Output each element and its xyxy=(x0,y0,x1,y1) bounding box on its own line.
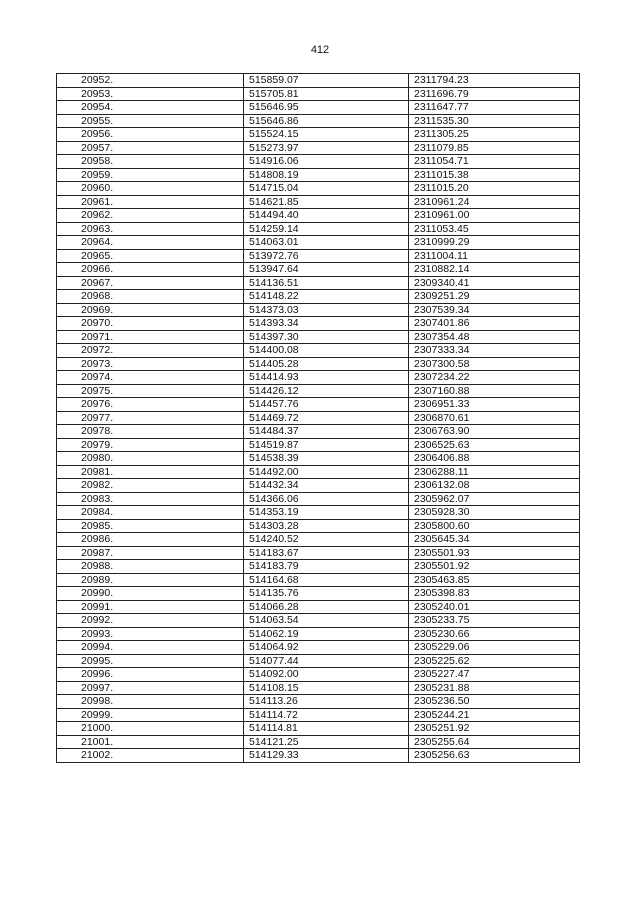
point-id-cell: 20978. xyxy=(57,425,244,439)
point-id-cell: 20998. xyxy=(57,695,244,709)
point-id-cell: 20957. xyxy=(57,141,244,155)
x-coordinate-cell: 514183.79 xyxy=(244,560,409,574)
x-coordinate-cell: 514373.03 xyxy=(244,303,409,317)
x-coordinate-cell: 514492.00 xyxy=(244,465,409,479)
x-coordinate-cell: 514432.34 xyxy=(244,479,409,493)
point-id-cell: 20999. xyxy=(57,708,244,722)
table-row xyxy=(57,681,580,695)
point-id-cell: 20987. xyxy=(57,546,244,560)
point-id-cell: 20960. xyxy=(57,182,244,196)
y-coordinate-cell: 2311647.77 xyxy=(409,101,580,115)
y-coordinate-cell: 2305225.62 xyxy=(409,654,580,668)
x-coordinate-cell: 514121.25 xyxy=(244,735,409,749)
table-row xyxy=(57,357,580,371)
y-coordinate-cell: 2311053.45 xyxy=(409,222,580,236)
y-coordinate-cell: 2305962.07 xyxy=(409,492,580,506)
table-row xyxy=(57,344,580,358)
x-coordinate-cell: 514715.04 xyxy=(244,182,409,196)
table-row xyxy=(57,74,580,88)
point-id-cell: 20976. xyxy=(57,398,244,412)
point-id-cell: 20967. xyxy=(57,276,244,290)
point-id-cell: 21000. xyxy=(57,722,244,736)
point-id-cell: 20962. xyxy=(57,209,244,223)
table-row xyxy=(57,303,580,317)
table-row xyxy=(57,708,580,722)
x-coordinate-cell: 514808.19 xyxy=(244,168,409,182)
point-id-cell: 20992. xyxy=(57,614,244,628)
y-coordinate-cell: 2305645.34 xyxy=(409,533,580,547)
page-number: 412 xyxy=(310,44,330,56)
point-id-cell: 20979. xyxy=(57,438,244,452)
y-coordinate-cell: 2310961.24 xyxy=(409,195,580,209)
table-row xyxy=(57,695,580,709)
x-coordinate-cell: 515646.86 xyxy=(244,114,409,128)
point-id-cell: 20959. xyxy=(57,168,244,182)
point-id-cell: 20970. xyxy=(57,317,244,331)
x-coordinate-cell: 514066.28 xyxy=(244,600,409,614)
y-coordinate-cell: 2307160.88 xyxy=(409,384,580,398)
y-coordinate-cell: 2307300.58 xyxy=(409,357,580,371)
x-coordinate-cell: 514405.28 xyxy=(244,357,409,371)
y-coordinate-cell: 2307333.34 xyxy=(409,344,580,358)
table-row xyxy=(57,492,580,506)
x-coordinate-cell: 514183.67 xyxy=(244,546,409,560)
y-coordinate-cell: 2307354.48 xyxy=(409,330,580,344)
x-coordinate-cell: 514469.72 xyxy=(244,411,409,425)
y-coordinate-cell: 2311305.25 xyxy=(409,128,580,142)
table-row xyxy=(57,155,580,169)
table-row xyxy=(57,263,580,277)
x-coordinate-cell: 515524.15 xyxy=(244,128,409,142)
x-coordinate-cell: 514397.30 xyxy=(244,330,409,344)
y-coordinate-cell: 2305463.85 xyxy=(409,573,580,587)
table-row xyxy=(57,249,580,263)
table-row xyxy=(57,600,580,614)
point-id-cell: 20954. xyxy=(57,101,244,115)
x-coordinate-cell: 514353.19 xyxy=(244,506,409,520)
table-row xyxy=(57,641,580,655)
x-coordinate-cell: 514135.76 xyxy=(244,587,409,601)
table-row xyxy=(57,749,580,763)
x-coordinate-cell: 514621.85 xyxy=(244,195,409,209)
y-coordinate-cell: 2305233.75 xyxy=(409,614,580,628)
point-id-cell: 20961. xyxy=(57,195,244,209)
y-coordinate-cell: 2305231.88 xyxy=(409,681,580,695)
y-coordinate-cell: 2305928.30 xyxy=(409,506,580,520)
point-id-cell: 20989. xyxy=(57,573,244,587)
point-id-cell: 21001. xyxy=(57,735,244,749)
table-row xyxy=(57,722,580,736)
y-coordinate-cell: 2305244.21 xyxy=(409,708,580,722)
y-coordinate-cell: 2305398.83 xyxy=(409,587,580,601)
point-id-cell: 20955. xyxy=(57,114,244,128)
table-row xyxy=(57,668,580,682)
point-id-cell: 20952. xyxy=(57,74,244,88)
y-coordinate-cell: 2310882.14 xyxy=(409,263,580,277)
table-row xyxy=(57,425,580,439)
y-coordinate-cell: 2305256.63 xyxy=(409,749,580,763)
x-coordinate-cell: 515273.97 xyxy=(244,141,409,155)
y-coordinate-cell: 2311696.79 xyxy=(409,87,580,101)
y-coordinate-cell: 2307234.22 xyxy=(409,371,580,385)
x-coordinate-cell: 514366.06 xyxy=(244,492,409,506)
y-coordinate-cell: 2305501.93 xyxy=(409,546,580,560)
y-coordinate-cell: 2311794.23 xyxy=(409,74,580,88)
table-row xyxy=(57,654,580,668)
y-coordinate-cell: 2305230.66 xyxy=(409,627,580,641)
x-coordinate-cell: 514303.28 xyxy=(244,519,409,533)
y-coordinate-cell: 2309340.41 xyxy=(409,276,580,290)
table-row xyxy=(57,276,580,290)
x-coordinate-cell: 514108.15 xyxy=(244,681,409,695)
table-row xyxy=(57,168,580,182)
y-coordinate-cell: 2306406.88 xyxy=(409,452,580,466)
table-row xyxy=(57,330,580,344)
point-id-cell: 20982. xyxy=(57,479,244,493)
x-coordinate-cell: 514129.33 xyxy=(244,749,409,763)
point-id-cell: 20964. xyxy=(57,236,244,250)
point-id-cell: 20966. xyxy=(57,263,244,277)
table-row xyxy=(57,317,580,331)
x-coordinate-cell: 515859.07 xyxy=(244,74,409,88)
x-coordinate-cell: 514414.93 xyxy=(244,371,409,385)
point-id-cell: 20977. xyxy=(57,411,244,425)
point-id-cell: 20980. xyxy=(57,452,244,466)
table-row xyxy=(57,546,580,560)
point-id-cell: 20997. xyxy=(57,681,244,695)
x-coordinate-cell: 513972.76 xyxy=(244,249,409,263)
table-row xyxy=(57,101,580,115)
coordinates-table-body xyxy=(57,74,580,763)
point-id-cell: 20963. xyxy=(57,222,244,236)
x-coordinate-cell: 514538.39 xyxy=(244,452,409,466)
y-coordinate-cell: 2311079.85 xyxy=(409,141,580,155)
x-coordinate-cell: 514457.76 xyxy=(244,398,409,412)
y-coordinate-cell: 2306288.11 xyxy=(409,465,580,479)
y-coordinate-cell: 2311004.11 xyxy=(409,249,580,263)
point-id-cell: 20991. xyxy=(57,600,244,614)
x-coordinate-cell: 514114.81 xyxy=(244,722,409,736)
x-coordinate-cell: 514092.00 xyxy=(244,668,409,682)
point-id-cell: 20981. xyxy=(57,465,244,479)
table-row xyxy=(57,506,580,520)
table-row xyxy=(57,533,580,547)
point-id-cell: 20986. xyxy=(57,533,244,547)
y-coordinate-cell: 2306763.90 xyxy=(409,425,580,439)
table-row xyxy=(57,438,580,452)
y-coordinate-cell: 2311535.30 xyxy=(409,114,580,128)
y-coordinate-cell: 2305229.06 xyxy=(409,641,580,655)
y-coordinate-cell: 2306132.08 xyxy=(409,479,580,493)
y-coordinate-cell: 2306525.63 xyxy=(409,438,580,452)
x-coordinate-cell: 514064.92 xyxy=(244,641,409,655)
table-row xyxy=(57,519,580,533)
y-coordinate-cell: 2311054.71 xyxy=(409,155,580,169)
table-row xyxy=(57,573,580,587)
y-coordinate-cell: 2305501.92 xyxy=(409,560,580,574)
point-id-cell: 20996. xyxy=(57,668,244,682)
x-coordinate-cell: 514164.68 xyxy=(244,573,409,587)
table-row xyxy=(57,465,580,479)
y-coordinate-cell: 2305255.64 xyxy=(409,735,580,749)
x-coordinate-cell: 514113.26 xyxy=(244,695,409,709)
table-row xyxy=(57,371,580,385)
point-id-cell: 20968. xyxy=(57,290,244,304)
x-coordinate-cell: 514063.01 xyxy=(244,236,409,250)
point-id-cell: 20958. xyxy=(57,155,244,169)
point-id-cell: 20995. xyxy=(57,654,244,668)
x-coordinate-cell: 514077.44 xyxy=(244,654,409,668)
point-id-cell: 21002. xyxy=(57,749,244,763)
y-coordinate-cell: 2305236.50 xyxy=(409,695,580,709)
y-coordinate-cell: 2305240.01 xyxy=(409,600,580,614)
table-row xyxy=(57,236,580,250)
x-coordinate-cell: 514393.34 xyxy=(244,317,409,331)
coordinates-table xyxy=(56,73,580,763)
table-row xyxy=(57,735,580,749)
table-row xyxy=(57,452,580,466)
point-id-cell: 20974. xyxy=(57,371,244,385)
x-coordinate-cell: 514259.14 xyxy=(244,222,409,236)
x-coordinate-cell: 515705.81 xyxy=(244,87,409,101)
point-id-cell: 20984. xyxy=(57,506,244,520)
y-coordinate-cell: 2305800.60 xyxy=(409,519,580,533)
point-id-cell: 20985. xyxy=(57,519,244,533)
table-row xyxy=(57,560,580,574)
x-coordinate-cell: 514400.08 xyxy=(244,344,409,358)
x-coordinate-cell: 513947.64 xyxy=(244,263,409,277)
x-coordinate-cell: 514114.72 xyxy=(244,708,409,722)
point-id-cell: 20975. xyxy=(57,384,244,398)
point-id-cell: 20993. xyxy=(57,627,244,641)
point-id-cell: 20983. xyxy=(57,492,244,506)
y-coordinate-cell: 2310999.29 xyxy=(409,236,580,250)
x-coordinate-cell: 514063.54 xyxy=(244,614,409,628)
table-row xyxy=(57,627,580,641)
x-coordinate-cell: 514494.40 xyxy=(244,209,409,223)
table-row xyxy=(57,587,580,601)
table-row xyxy=(57,222,580,236)
table-row xyxy=(57,87,580,101)
point-id-cell: 20956. xyxy=(57,128,244,142)
table-row xyxy=(57,384,580,398)
y-coordinate-cell: 2311015.38 xyxy=(409,168,580,182)
y-coordinate-cell: 2305251.92 xyxy=(409,722,580,736)
x-coordinate-cell: 514426.12 xyxy=(244,384,409,398)
point-id-cell: 20972. xyxy=(57,344,244,358)
table-row xyxy=(57,479,580,493)
table-row xyxy=(57,398,580,412)
table-row xyxy=(57,614,580,628)
y-coordinate-cell: 2307539.34 xyxy=(409,303,580,317)
y-coordinate-cell: 2305227.47 xyxy=(409,668,580,682)
y-coordinate-cell: 2309251.29 xyxy=(409,290,580,304)
point-id-cell: 20994. xyxy=(57,641,244,655)
point-id-cell: 20953. xyxy=(57,87,244,101)
table-row xyxy=(57,141,580,155)
point-id-cell: 20988. xyxy=(57,560,244,574)
point-id-cell: 20971. xyxy=(57,330,244,344)
y-coordinate-cell: 2310961.00 xyxy=(409,209,580,223)
table-row xyxy=(57,182,580,196)
x-coordinate-cell: 514519.87 xyxy=(244,438,409,452)
table-row xyxy=(57,195,580,209)
x-coordinate-cell: 514148.22 xyxy=(244,290,409,304)
table-row xyxy=(57,411,580,425)
y-coordinate-cell: 2306870.61 xyxy=(409,411,580,425)
x-coordinate-cell: 514062.19 xyxy=(244,627,409,641)
x-coordinate-cell: 514916.06 xyxy=(244,155,409,169)
table-row xyxy=(57,114,580,128)
x-coordinate-cell: 514136.51 xyxy=(244,276,409,290)
x-coordinate-cell: 514240.52 xyxy=(244,533,409,547)
y-coordinate-cell: 2306951.33 xyxy=(409,398,580,412)
point-id-cell: 20973. xyxy=(57,357,244,371)
point-id-cell: 20969. xyxy=(57,303,244,317)
table-row xyxy=(57,128,580,142)
x-coordinate-cell: 515646.95 xyxy=(244,101,409,115)
y-coordinate-cell: 2307401.86 xyxy=(409,317,580,331)
point-id-cell: 20990. xyxy=(57,587,244,601)
table-row xyxy=(57,209,580,223)
point-id-cell: 20965. xyxy=(57,249,244,263)
table-row xyxy=(57,290,580,304)
y-coordinate-cell: 2311015.20 xyxy=(409,182,580,196)
x-coordinate-cell: 514484.37 xyxy=(244,425,409,439)
